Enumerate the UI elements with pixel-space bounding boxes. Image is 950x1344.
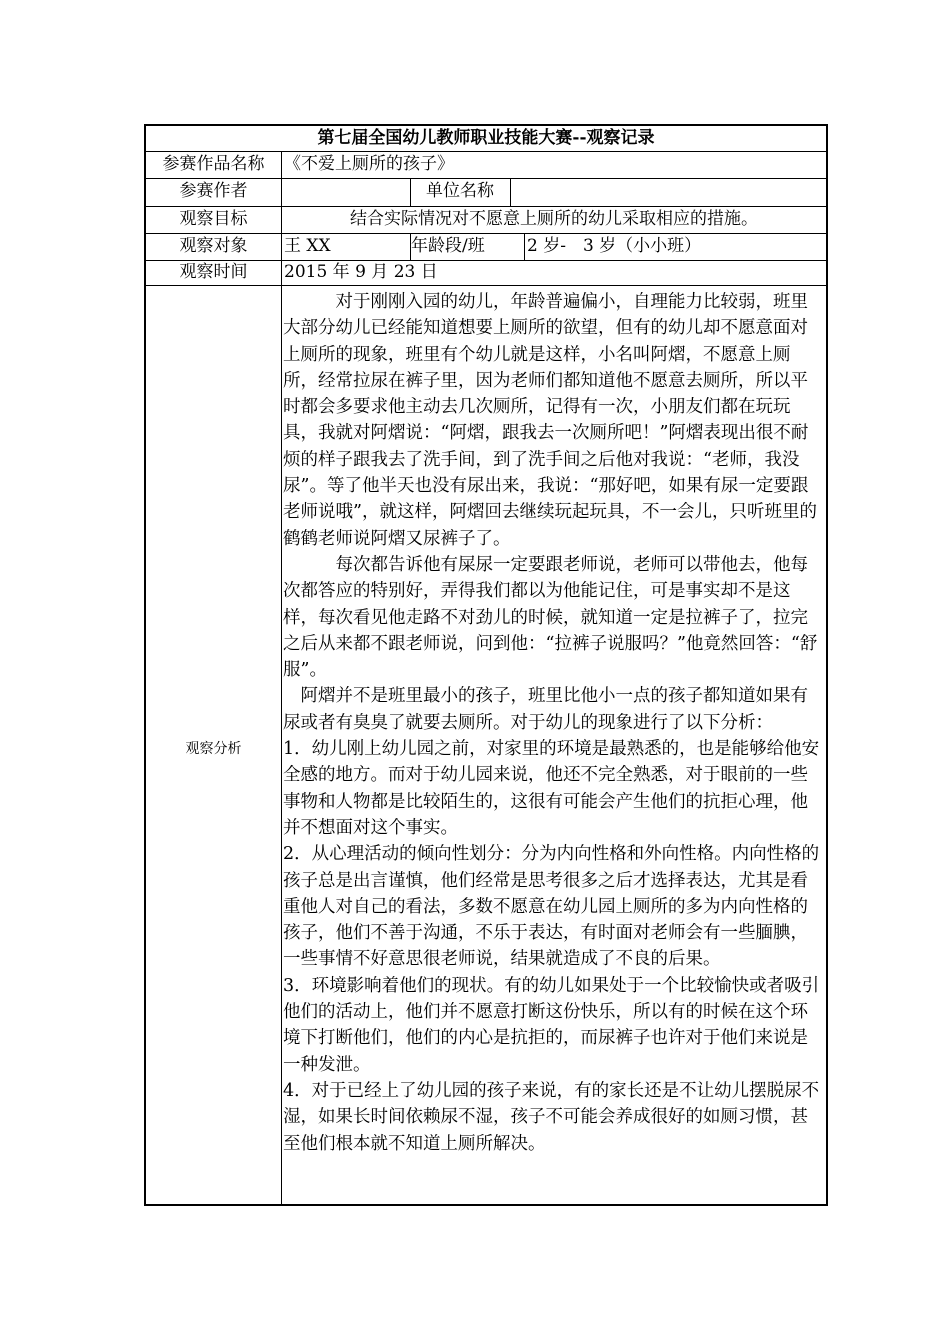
- time-label: 观察时间: [179, 262, 248, 282]
- analysis-text: [283, 289, 826, 1201]
- column-divider: [281, 151, 282, 1204]
- page-title: 第七届全国幼儿教师职业技能大赛--观察记录: [317, 128, 655, 148]
- subject-label: 观察对象: [179, 236, 248, 256]
- time-value: 2015 年 9 月 23 日: [284, 262, 438, 282]
- unit-name-label: 单位名称: [426, 181, 494, 201]
- analysis-paragraph: 3．环境影响着他们的现状。有的幼儿如果处于一个比较愉快或者吸引他们的活动上，他们并不愿意打断这份快乐，所以有的时候在这个环境下打断他们，他们的内心是抗拒的，而尿裤子也许对于他们来说是一种发泄。: [283, 975, 820, 1075]
- work-name-value: 《不爱上厕所的孩子》: [284, 154, 454, 174]
- work-name-label: 参赛作品名称: [162, 154, 265, 174]
- analysis-paragraph: 2．从心理活动的倾向性划分：分为内向性格和外向性格。内向性格的孩子总是出言谨慎，他们经常是思考很多之后才选择表达，尤其是看重他人对自己的看法，多数不愿意在幼儿园上厕所的多为内向性格的孩子，他们不善于沟通，不乐于表达，有时面对老师会有一些腼腆，一些事情不好意思很老师说，结果就造成了不良的后果。: [283, 844, 820, 970]
- unit-name-value: [513, 178, 823, 206]
- observation-record-table: [144, 124, 828, 1206]
- row-divider: [146, 285, 826, 286]
- analysis-paragraph: 1．幼儿刚上幼儿园之前，对家里的环境是最熟悉的，也是能够给他安全感的地方。而对于幼儿园来说，他还不完全熟悉，对于眼前的一些事物和人物都是比较陌生的，这很有可能会产生他们的抗拒心理，他并不想面对这个事实。: [283, 739, 820, 838]
- analysis-paragraph: 对于刚刚入园的幼儿，年龄普遍偏小，自理能力比较弱，班里大部分幼儿已经能知道想要上厕所的欲望，但有的幼儿却不愿意面对上厕所的现象，班里有个幼儿就是这样，小名叫阿熠，不愿意上厕所，经常拉尿在裤子里，因为老师们都知道他不愿意去厕所，所以平时都会多要求他主动去几次厕所，记得有一次，小朋友们都在玩玩具，我就对阿熠说：“阿熠，跟我去一次厕所吧！”阿熠表现出很不耐烦的样子跟我去了洗手间，到了洗手间之后他对我说：“老师，我没尿”。等了他半天也没有尿出来，我说：“那好吧，如果有尿一定要跟老师说哦”，就这样，阿熠回去继续玩起玩具，不一会儿，只听班里的鹤鹤老师说阿熠又尿裤子了。: [283, 292, 817, 549]
- author-label: 参赛作者: [179, 181, 248, 201]
- age-class-value: 2 岁- 3 岁（小小班）: [527, 236, 702, 256]
- column-divider: [524, 233, 525, 260]
- analysis-label: 观察分析: [185, 741, 242, 757]
- age-class-label: 年龄段/班: [411, 236, 485, 256]
- subject-value: 王 XX: [284, 236, 331, 256]
- column-divider: [510, 178, 511, 206]
- analysis-paragraph: 每次都告诉他有屎尿一定要跟老师说，老师可以带他去，他每次都答应的特别好，弄得我们都以为他能记住，可是事实却不是这样，每次看见他走路不对劲儿的时候，就知道一定是拉裤子了，拉完之后从来都不跟老师说，问到他：“拉裤子说服吗？”他竟然回答：“舒服”。: [283, 554, 818, 681]
- goal-value: 结合实际情况对不愿意上厕所的幼儿采取相应的措施。: [350, 209, 758, 229]
- analysis-paragraph: 4．对于已经上了幼儿园的孩子来说，有的家长还是不让幼儿摆脱尿不湿，如果长时间依赖尿不湿，孩子不可能会养成很好的如厕习惯，甚至他们根本就不知道上厕所解决。: [283, 1080, 820, 1154]
- author-value: [284, 178, 408, 206]
- goal-label: 观察目标: [179, 209, 248, 229]
- analysis-paragraph: 阿熠并不是班里最小的孩子，班里比他小一点的孩子都知道如果有尿或者有臭臭了就要去厕所。对于幼儿的现象进行了以下分析：: [283, 686, 808, 733]
